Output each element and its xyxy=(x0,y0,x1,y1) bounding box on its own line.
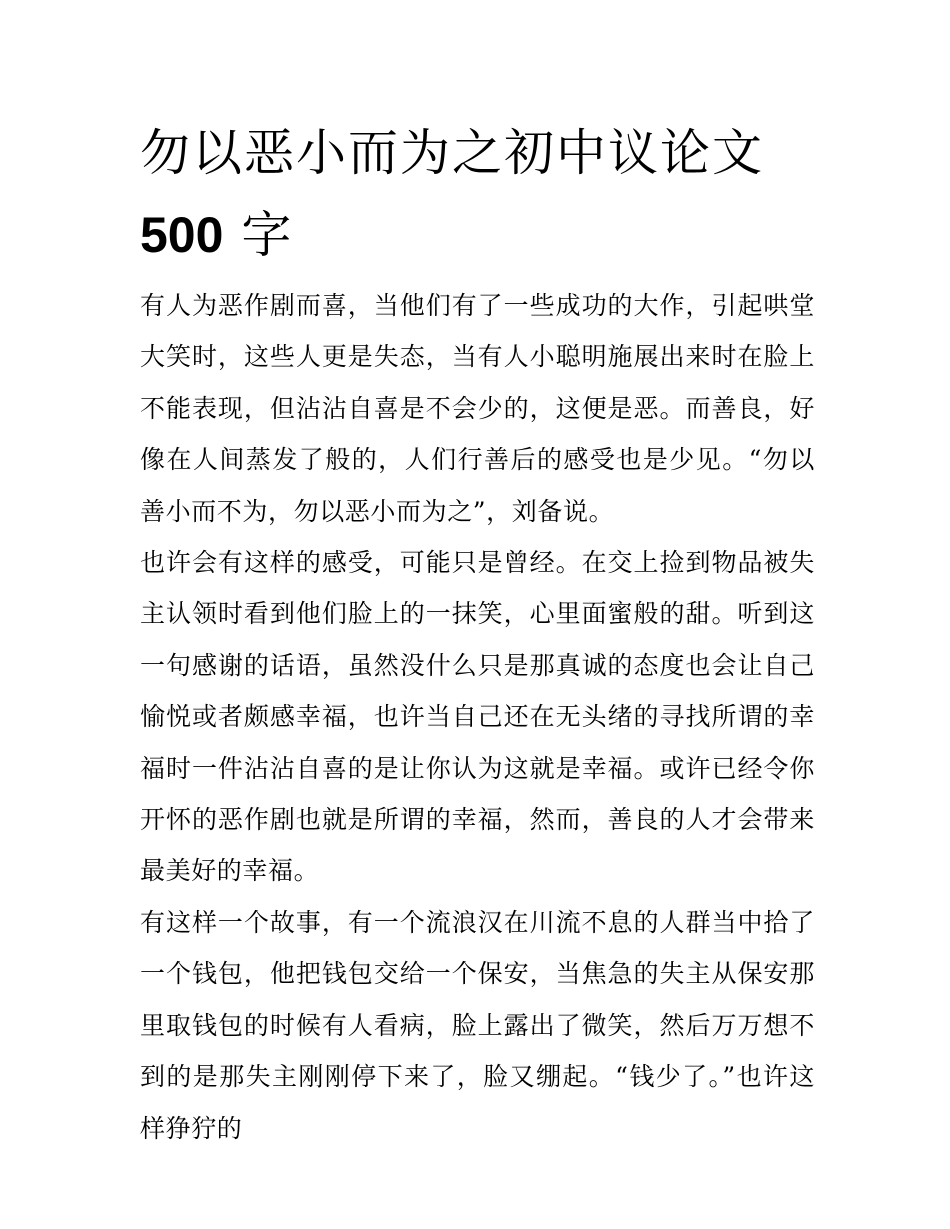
title-number: 500 xyxy=(140,207,224,263)
paragraph-2: 也许会有这样的感受，可能只是曾经。在交上捡到物品被失主认领时看到他们脸上的一抹笑，心里面蜜般的甜。听到这一句感谢的话语，虽然没什么只是那真诚的态度也会让自己愉悦或者颇感幸福，也许当自己还在无头绪的寻找所谓的幸福时一件沾沾自喜的是让你认为这就是幸福。或许已经令你开怀的恶作剧也就是所谓的幸福，然而，善良的人才会带来最美好的幸福。 xyxy=(140,548,815,886)
title-suffix: 字 xyxy=(223,206,294,264)
title-text: 勿以恶小而为之初中议论文 xyxy=(140,124,764,182)
paragraph-1: 有人为恶作剧而喜，当他们有了一些成功的大作，引起哄堂大笑时，这些人更是失态，当有人小聪明施展出来时在脸上不能表现，但沾沾自喜是不会少的，这便是恶。而善良，好像在人间蒸发了般的，人们行善后的感受也是少见。“勿以善小而不为，勿以恶小而为之”，刘备说。 xyxy=(140,291,815,526)
page-title xyxy=(140,112,820,276)
paragraph-3: 有这样一个故事，有一个流浪汉在川流不息的人群当中拾了一个钱包，他把钱包交给一个保安，当焦急的失主从保安那里取钱包的时候有人看病，脸上露出了微笑，然后万万想不到的是那失主刚刚停下来了，脸又绷起。“钱少了。”也许这样狰狞的 xyxy=(140,907,815,1143)
essay-body xyxy=(140,280,815,1154)
